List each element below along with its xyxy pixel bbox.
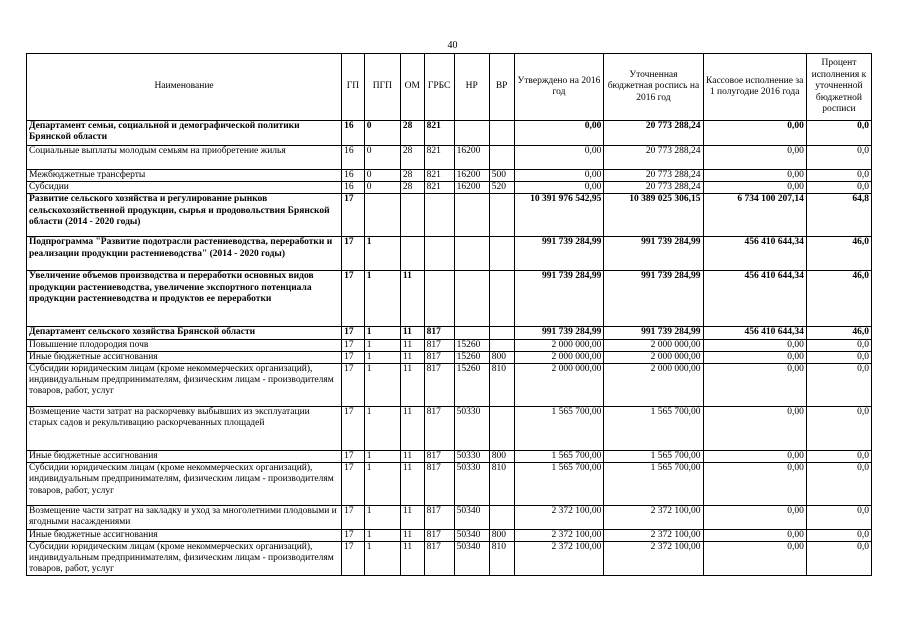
cell-approved: 2 000 000,00: [514, 364, 604, 407]
cell-name: Повышение плодородия почв: [27, 339, 342, 351]
cell-approved: 2 372 100,00: [514, 506, 604, 529]
cell-percent: 46,0: [806, 237, 871, 271]
cell-nr: 50340: [454, 506, 489, 529]
cell-percent: 0,0: [806, 146, 871, 170]
cell-vr: 800: [489, 529, 514, 541]
cell-name: Увеличение объемов производства и переработки основных видов продукции растениеводства, увеличение экспортного потенциала продукции растениеводства и продуктов ее переработки: [27, 271, 342, 327]
cell-grbs: 817: [424, 351, 454, 363]
cell-pgp: 1: [364, 541, 400, 576]
cell-grbs: 821: [424, 146, 454, 170]
cell-cash: 0,00: [703, 451, 806, 463]
cell-vr: 800: [489, 351, 514, 363]
cell-refined: 1 565 700,00: [604, 451, 703, 463]
cell-gp: 17: [342, 463, 365, 506]
cell-refined: 2 372 100,00: [604, 541, 703, 576]
cell-approved: 0,00: [514, 121, 604, 146]
cell-om: 11: [400, 407, 424, 451]
cell-pgp: 1: [364, 463, 400, 506]
cell-name: Подпрограмма "Развитие подотрасли растениеводства, переработки и реализации продукции растениеводства" (2014 - 2020 годы): [27, 237, 342, 271]
cell-grbs: [424, 237, 454, 271]
cell-pgp: 0: [364, 121, 400, 146]
cell-pgp: 1: [364, 237, 400, 271]
cell-refined: 2 000 000,00: [604, 364, 703, 407]
cell-om: 11: [400, 339, 424, 351]
column-header-nr: НР: [454, 54, 489, 121]
cell-vr: [489, 506, 514, 529]
cell-vr: 500: [489, 170, 514, 182]
cell-nr: 50330: [454, 463, 489, 506]
column-header-approved: Утверждено на 2016 год: [514, 54, 604, 121]
table-row: [27, 237, 872, 271]
cell-name: Департамент семьи, социальной и демографической политики Брянской области: [27, 121, 342, 146]
cell-refined: 2 000 000,00: [604, 339, 703, 351]
table-row: [27, 351, 872, 363]
cell-percent: 0,0: [806, 182, 871, 194]
page-number: 40: [447, 40, 458, 51]
cell-percent: 0,0: [806, 451, 871, 463]
cell-name: Иные бюджетные ассигнования: [27, 351, 342, 363]
cell-pgp: [364, 194, 400, 237]
cell-gp: 17: [342, 451, 365, 463]
cell-grbs: 817: [424, 529, 454, 541]
column-header-refined: Уточненная бюджетная роспись на 2016 год: [604, 54, 703, 121]
cell-gp: 17: [342, 271, 365, 327]
cell-percent: 0,0: [806, 121, 871, 146]
table-row: [27, 407, 872, 451]
table-body: [27, 121, 872, 576]
cell-vr: 810: [489, 364, 514, 407]
cell-om: [400, 194, 424, 237]
cell-pgp: 0: [364, 170, 400, 182]
cell-name: Департамент сельского хозяйства Брянской области: [27, 327, 342, 339]
cell-grbs: 817: [424, 451, 454, 463]
cell-gp: 17: [342, 327, 365, 339]
cell-gp: 17: [342, 529, 365, 541]
cell-name: Межбюджетные трансферты: [27, 170, 342, 182]
cell-pgp: 1: [364, 339, 400, 351]
cell-nr: [454, 271, 489, 327]
cell-om: 11: [400, 529, 424, 541]
cell-percent: 0,0: [806, 351, 871, 363]
cell-om: 11: [400, 271, 424, 327]
cell-cash: 0,00: [703, 364, 806, 407]
cell-refined: 991 739 284,99: [604, 237, 703, 271]
cell-pgp: 0: [364, 182, 400, 194]
cell-grbs: 817: [424, 327, 454, 339]
cell-percent: 0,0: [806, 529, 871, 541]
cell-vr: [489, 407, 514, 451]
cell-pgp: 1: [364, 451, 400, 463]
cell-om: 11: [400, 541, 424, 576]
cell-grbs: 821: [424, 170, 454, 182]
cell-om: 11: [400, 364, 424, 407]
table-row: [27, 170, 872, 182]
cell-om: 28: [400, 121, 424, 146]
cell-percent: 0,0: [806, 339, 871, 351]
cell-pgp: 0: [364, 146, 400, 170]
cell-approved: 1 565 700,00: [514, 451, 604, 463]
cell-grbs: 817: [424, 506, 454, 529]
cell-gp: 17: [342, 339, 365, 351]
cell-percent: 0,0: [806, 541, 871, 576]
cell-percent: 0,0: [806, 407, 871, 451]
cell-om: 28: [400, 182, 424, 194]
cell-gp: 17: [342, 194, 365, 237]
cell-gp: 17: [342, 506, 365, 529]
cell-nr: 50330: [454, 451, 489, 463]
cell-cash: 0,00: [703, 529, 806, 541]
table-row: [27, 541, 872, 576]
table-row: [27, 364, 872, 407]
cell-refined: 2 372 100,00: [604, 506, 703, 529]
column-header-vr: ВР: [489, 54, 514, 121]
table-row: [27, 271, 872, 327]
cell-refined: 20 773 288,24: [604, 170, 703, 182]
cell-pgp: 1: [364, 407, 400, 451]
cell-name: Иные бюджетные ассигнования: [27, 529, 342, 541]
cell-percent: 0,0: [806, 364, 871, 407]
cell-refined: 2 372 100,00: [604, 529, 703, 541]
column-header-om: ОМ: [400, 54, 424, 121]
table-row: [27, 327, 872, 339]
cell-gp: 16: [342, 170, 365, 182]
cell-grbs: 817: [424, 407, 454, 451]
cell-nr: 50340: [454, 529, 489, 541]
cell-pgp: 1: [364, 506, 400, 529]
column-header-name: Наименование: [27, 54, 342, 121]
cell-name: Субсидии юридическим лицам (кроме некоммерческих организаций), индивидуальным предпринимателям, физическим лицам - производителям товаров, работ, услуг: [27, 541, 342, 576]
cell-om: 11: [400, 463, 424, 506]
cell-grbs: [424, 194, 454, 237]
cell-nr: 15260: [454, 339, 489, 351]
table-header-row: [27, 54, 872, 121]
table-row: [27, 182, 872, 194]
cell-refined: 2 000 000,00: [604, 351, 703, 363]
cell-nr: 50340: [454, 541, 489, 576]
cell-om: 28: [400, 146, 424, 170]
cell-om: 11: [400, 451, 424, 463]
column-header-percent: Процент исполнения к уточненной бюджетной росписи: [806, 54, 871, 121]
cell-gp: 16: [342, 146, 365, 170]
table-row: [27, 463, 872, 506]
cell-om: 11: [400, 506, 424, 529]
table-row: [27, 194, 872, 237]
cell-name: Возмещение части затрат на раскорчевку выбывших из эксплуатации старых садов и рекультивацию раскорчеванных площадей: [27, 407, 342, 451]
cell-nr: [454, 237, 489, 271]
cell-grbs: 817: [424, 364, 454, 407]
cell-refined: 1 565 700,00: [604, 463, 703, 506]
table-row: [27, 339, 872, 351]
cell-percent: 46,0: [806, 327, 871, 339]
cell-refined: 20 773 288,24: [604, 182, 703, 194]
column-header-grbs: ГРБС: [424, 54, 454, 121]
cell-cash: 0,00: [703, 170, 806, 182]
cell-om: [400, 237, 424, 271]
cell-cash: 0,00: [703, 541, 806, 576]
cell-nr: [454, 327, 489, 339]
cell-cash: 0,00: [703, 339, 806, 351]
cell-vr: [489, 327, 514, 339]
cell-approved: 991 739 284,99: [514, 271, 604, 327]
cell-nr: 16200: [454, 146, 489, 170]
cell-nr: 50330: [454, 407, 489, 451]
cell-vr: [489, 271, 514, 327]
cell-vr: [489, 339, 514, 351]
cell-vr: [489, 121, 514, 146]
cell-gp: 16: [342, 182, 365, 194]
cell-nr: [454, 194, 489, 237]
cell-gp: 17: [342, 364, 365, 407]
cell-grbs: [424, 271, 454, 327]
cell-cash: 456 410 644,34: [703, 271, 806, 327]
cell-name: Возмещение части затрат на закладку и уход за многолетними плодовыми и ягодными насаждениями: [27, 506, 342, 529]
table-row: [27, 146, 872, 170]
cell-cash: 0,00: [703, 351, 806, 363]
cell-approved: 2 372 100,00: [514, 529, 604, 541]
cell-vr: [489, 146, 514, 170]
cell-cash: 0,00: [703, 407, 806, 451]
cell-vr: [489, 194, 514, 237]
cell-vr: 810: [489, 541, 514, 576]
column-header-cash: Кассовое исполнение за 1 полугодие 2016 года: [703, 54, 806, 121]
cell-name: Субсидии юридическим лицам (кроме некоммерческих организаций), индивидуальным предпринимателям, физическим лицам - производителям товаров, работ, услуг: [27, 463, 342, 506]
cell-grbs: 817: [424, 339, 454, 351]
cell-nr: 15260: [454, 364, 489, 407]
budget-table: [26, 53, 872, 576]
cell-nr: 16200: [454, 182, 489, 194]
table-row: [27, 506, 872, 529]
cell-vr: 800: [489, 451, 514, 463]
cell-om: 28: [400, 170, 424, 182]
cell-gp: 17: [342, 541, 365, 576]
cell-approved: 1 565 700,00: [514, 463, 604, 506]
cell-cash: 0,00: [703, 463, 806, 506]
cell-approved: 991 739 284,99: [514, 327, 604, 339]
cell-cash: 0,00: [703, 146, 806, 170]
cell-nr: [454, 121, 489, 146]
cell-refined: 20 773 288,24: [604, 146, 703, 170]
cell-approved: 2 000 000,00: [514, 351, 604, 363]
cell-grbs: 817: [424, 463, 454, 506]
cell-gp: 17: [342, 407, 365, 451]
cell-cash: 0,00: [703, 506, 806, 529]
cell-nr: 16200: [454, 170, 489, 182]
cell-om: 11: [400, 351, 424, 363]
cell-pgp: 1: [364, 351, 400, 363]
table-row: [27, 451, 872, 463]
cell-grbs: 821: [424, 121, 454, 146]
cell-vr: [489, 237, 514, 271]
cell-cash: 6 734 100 207,14: [703, 194, 806, 237]
cell-pgp: 1: [364, 327, 400, 339]
cell-approved: 1 565 700,00: [514, 407, 604, 451]
cell-approved: 10 391 976 542,95: [514, 194, 604, 237]
cell-approved: 991 739 284,99: [514, 237, 604, 271]
cell-gp: 16: [342, 121, 365, 146]
cell-percent: 0,0: [806, 463, 871, 506]
cell-name: Иные бюджетные ассигнования: [27, 451, 342, 463]
cell-approved: 2 000 000,00: [514, 339, 604, 351]
cell-om: 11: [400, 327, 424, 339]
cell-name: Субсидии: [27, 182, 342, 194]
table-row: [27, 529, 872, 541]
column-header-pgp: ПГП: [364, 54, 400, 121]
cell-gp: 17: [342, 237, 365, 271]
cell-cash: 456 410 644,34: [703, 237, 806, 271]
cell-refined: 20 773 288,24: [604, 121, 703, 146]
cell-percent: 0,0: [806, 506, 871, 529]
cell-refined: 1 565 700,00: [604, 407, 703, 451]
cell-percent: 64,8: [806, 194, 871, 237]
cell-name: Социальные выплаты молодым семьям на приобретение жилья: [27, 146, 342, 170]
cell-name: Субсидии юридическим лицам (кроме некоммерческих организаций), индивидуальным предпринимателям, физическим лицам - производителям товаров, работ, услуг: [27, 364, 342, 407]
cell-cash: 0,00: [703, 121, 806, 146]
cell-vr: 810: [489, 463, 514, 506]
cell-pgp: 1: [364, 364, 400, 407]
cell-nr: 15260: [454, 351, 489, 363]
column-header-gp: ГП: [342, 54, 365, 121]
cell-refined: 991 739 284,99: [604, 271, 703, 327]
cell-approved: 2 372 100,00: [514, 541, 604, 576]
cell-name: Развитие сельского хозяйства и регулирование рынков сельскохозяйственной продукции, сырья и продовольствия Брянской области (2014 - 2020 годы): [27, 194, 342, 237]
cell-pgp: 1: [364, 271, 400, 327]
cell-refined: 10 389 025 306,15: [604, 194, 703, 237]
cell-cash: 0,00: [703, 182, 806, 194]
cell-percent: 0,0: [806, 170, 871, 182]
cell-approved: 0,00: [514, 182, 604, 194]
cell-grbs: 817: [424, 541, 454, 576]
cell-cash: 456 410 644,34: [703, 327, 806, 339]
table-row: [27, 121, 872, 146]
cell-pgp: 1: [364, 529, 400, 541]
cell-vr: 520: [489, 182, 514, 194]
cell-gp: 17: [342, 351, 365, 363]
cell-approved: 0,00: [514, 146, 604, 170]
cell-percent: 46,0: [806, 271, 871, 327]
cell-grbs: 821: [424, 182, 454, 194]
cell-refined: 991 739 284,99: [604, 327, 703, 339]
cell-approved: 0,00: [514, 170, 604, 182]
